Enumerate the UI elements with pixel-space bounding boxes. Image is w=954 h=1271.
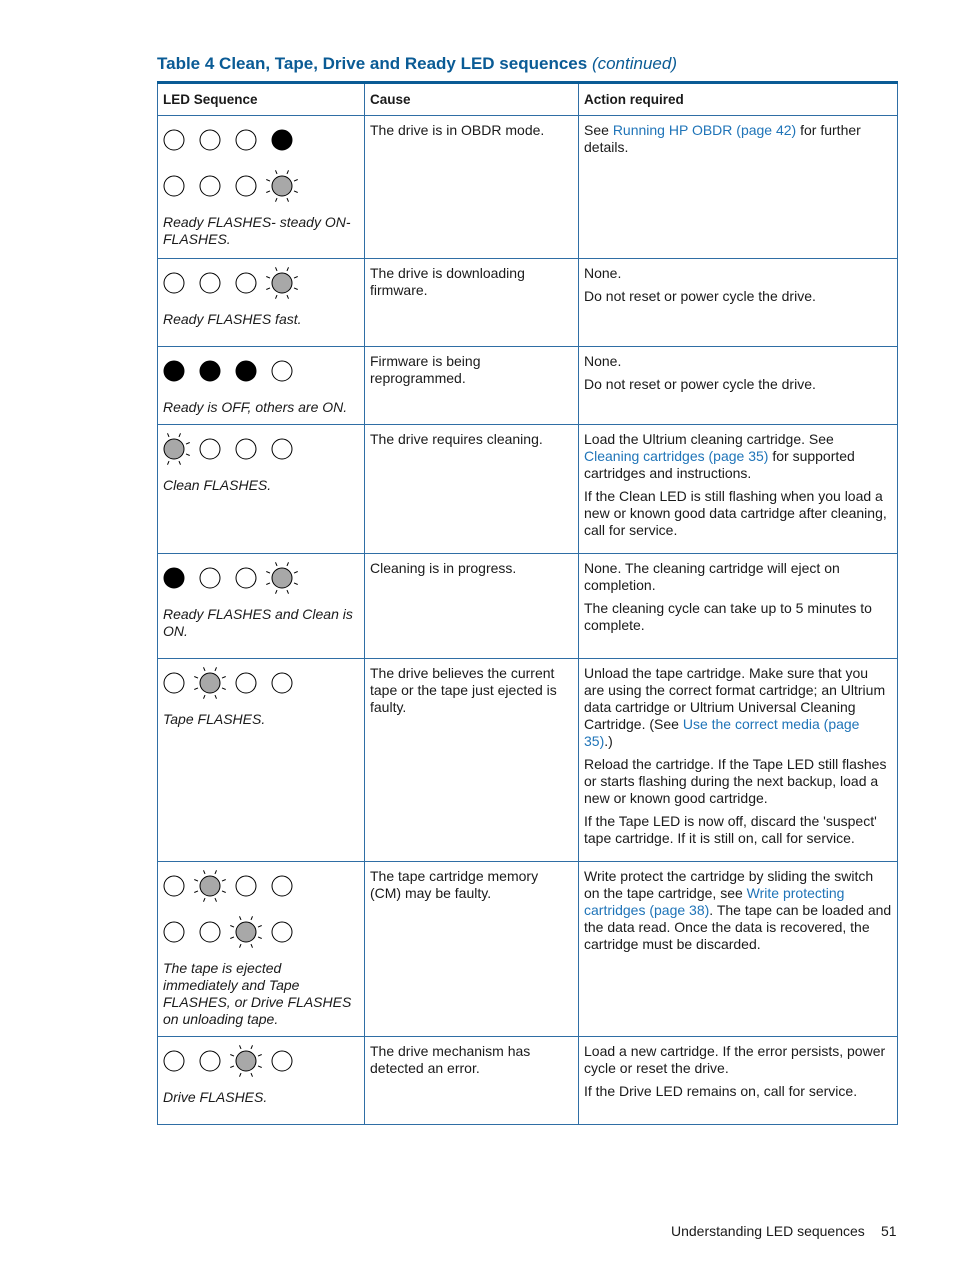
led-off-icon [200,439,220,459]
led-row [163,560,359,596]
action-cell [579,554,898,659]
cross-reference-link[interactable]: Running HP OBDR (page 42) [612,122,797,138]
action-text: .) [604,733,613,749]
led-off-icon [272,876,292,896]
action-text: Load the Ultrium cleaning cartridge. See [584,431,834,447]
cause-cell: The drive believes the current tape or the tape just ejected is faulty. [365,659,579,862]
cause-cell: The drive is downloading firmware. [365,259,579,347]
led-sequence-cell [158,116,365,259]
led-row [163,1043,359,1079]
led-row [163,868,359,904]
led-on-icon [200,361,220,381]
action-cell [579,347,898,425]
led-row [163,431,359,467]
action-text: Write protect the cartridge by sliding the switch on the tape cartridge, see [584,868,874,901]
action-cell [579,862,898,1037]
led-indicator-group [163,265,313,301]
header-action-required: Action required [579,83,898,116]
action-paragraph: If the Tape LED is now off, discard the 'suspect' tape cartridge. If it is still on, call for service. [584,813,877,846]
cause-cell: The drive is in OBDR mode. [365,116,579,259]
led-sequence-table [157,81,898,1125]
led-off-icon [164,922,184,942]
action-paragraph [584,122,892,156]
led-row [163,914,359,950]
led-caption: Clean FLASHES. [163,477,272,493]
led-flash-icon [163,433,190,464]
table-row [158,1037,898,1125]
action-paragraph: The cleaning cycle can take up to 5 minutes to complete. [584,600,872,633]
led-off-icon [200,922,220,942]
table-row [158,116,898,259]
led-indicator-group [163,431,313,467]
led-off-icon [236,439,256,459]
action-paragraph: Do not reset or power cycle the drive. [584,288,816,304]
action-paragraph: None. [584,265,622,281]
footer-section-title: Understanding LED sequences [671,1223,865,1239]
led-indicator-group [163,1043,313,1079]
led-off-icon [236,273,256,293]
led-off-icon [164,130,184,150]
action-paragraph: Load a new cartridge. If the error persists, power cycle or reset the drive. [584,1043,886,1076]
led-caption: Ready is OFF, others are ON. [163,399,348,415]
action-paragraph: Reload the cartridge. If the Tape LED still flashes or starts flashing during the next backup, load a new or known good cartridge. [584,756,887,806]
led-flash-icon [266,267,297,298]
action-cell [579,116,898,259]
action-paragraph [584,665,892,750]
led-sequence-cell [158,259,365,347]
cause-cell: The tape cartridge memory (CM) may be faulty. [365,862,579,1037]
table-row [158,659,898,862]
table-row [158,259,898,347]
action-text: . The tape can be loaded and the data read. Once the data is recovered, the cartridge must be discarded. [584,902,892,952]
action-paragraph: If the Drive LED remains on, call for service. [584,1083,858,1099]
led-off-icon [272,673,292,693]
led-off-icon [164,673,184,693]
action-text: Unload the tape cartridge. Make sure that you are using the correct format cartridge; an Ultrium data cartridge or Ultrium Universal Cleaning Cartridge. (See [584,665,886,732]
table-row [158,862,898,1037]
led-row [163,265,359,301]
led-flash-icon [266,170,297,201]
action-paragraph [584,868,892,953]
led-off-icon [236,876,256,896]
caption-continued: (continued) [591,54,677,73]
led-row [163,122,359,158]
header-cause: Cause [365,83,579,116]
led-off-icon [200,273,220,293]
led-indicator-group [163,122,313,158]
table-caption [157,54,677,74]
led-flash-icon [194,667,225,698]
action-paragraph: Do not reset or power cycle the drive. [584,376,816,392]
led-indicator-group [163,353,313,389]
led-indicator-group [163,914,313,950]
led-caption: Ready FLASHES fast. [163,311,302,327]
led-off-icon [272,361,292,381]
action-text: for supported cartridges and instructions. [584,448,855,481]
led-off-icon [164,1051,184,1071]
led-off-icon [236,568,256,588]
led-off-icon [236,176,256,196]
caption-main: Table 4 Clean, Tape, Drive and Ready LED sequences [157,54,588,73]
led-off-icon [272,439,292,459]
led-sequence-cell [158,659,365,862]
led-indicator-group [163,665,313,701]
action-paragraph [584,431,892,482]
led-on-icon [236,361,256,381]
led-off-icon [200,1051,220,1071]
led-caption: Ready FLASHES and Clean is ON. [163,606,353,639]
action-paragraph: None. The cleaning cartridge will eject on completion. [584,560,840,593]
cause-cell: Cleaning is in progress. [365,554,579,659]
cross-reference-link[interactable]: Use the correct media (page 35) [584,716,860,749]
led-row [163,168,359,204]
led-row [163,665,359,701]
led-off-icon [164,176,184,196]
led-on-icon [164,361,184,381]
led-sequence-cell [158,554,365,659]
led-off-icon [272,1051,292,1071]
led-off-icon [200,568,220,588]
led-off-icon [200,130,220,150]
action-cell [579,425,898,554]
led-off-icon [236,130,256,150]
led-flash-icon [230,1045,261,1076]
led-caption: Ready FLASHES- steady ON- FLASHES. [163,214,351,247]
cross-reference-link[interactable]: Cleaning cartridges (page 35) [584,448,769,464]
led-flash-icon [266,562,297,593]
header-led-sequence: LED Sequence [158,83,365,116]
led-off-icon [236,673,256,693]
led-on-icon [164,568,184,588]
table-row [158,425,898,554]
cause-cell: The drive mechanism has detected an error. [365,1037,579,1125]
led-flash-icon [230,916,261,947]
action-cell [579,1037,898,1125]
page-number: 51 [881,1223,897,1239]
table-header-row [158,83,898,116]
led-sequence-cell [158,425,365,554]
led-sequence-cell [158,347,365,425]
led-indicator-group [163,168,313,204]
led-off-icon [164,876,184,896]
cross-reference-link[interactable]: Write protecting cartridges (page 38) [584,885,845,918]
led-sequence-cell [158,1037,365,1125]
action-paragraph: None. [584,353,622,369]
led-off-icon [200,176,220,196]
led-caption: Tape FLASHES. [163,711,266,727]
led-caption: The tape is ejected immediately and Tape FLASHES, or Drive FLASHES on unloading tape. [163,960,352,1027]
led-flash-icon [194,870,225,901]
led-sequence-cell [158,862,365,1037]
led-off-icon [164,273,184,293]
table-row [158,554,898,659]
action-cell [579,659,898,862]
action-cell [579,259,898,347]
action-text: for further details. [584,122,861,155]
cause-cell: Firmware is being reprogrammed. [365,347,579,425]
led-indicator-group [163,560,313,596]
led-off-icon [272,922,292,942]
led-row [163,353,359,389]
led-indicator-group [163,868,313,904]
led-on-icon [272,130,292,150]
action-text: See [584,122,613,138]
cause-cell: The drive requires cleaning. [365,425,579,554]
table-row [158,347,898,425]
action-paragraph: If the Clean LED is still flashing when you load a new or known good data cartridge after cleaning, call for service. [584,488,887,538]
led-caption: Drive FLASHES. [163,1089,268,1105]
